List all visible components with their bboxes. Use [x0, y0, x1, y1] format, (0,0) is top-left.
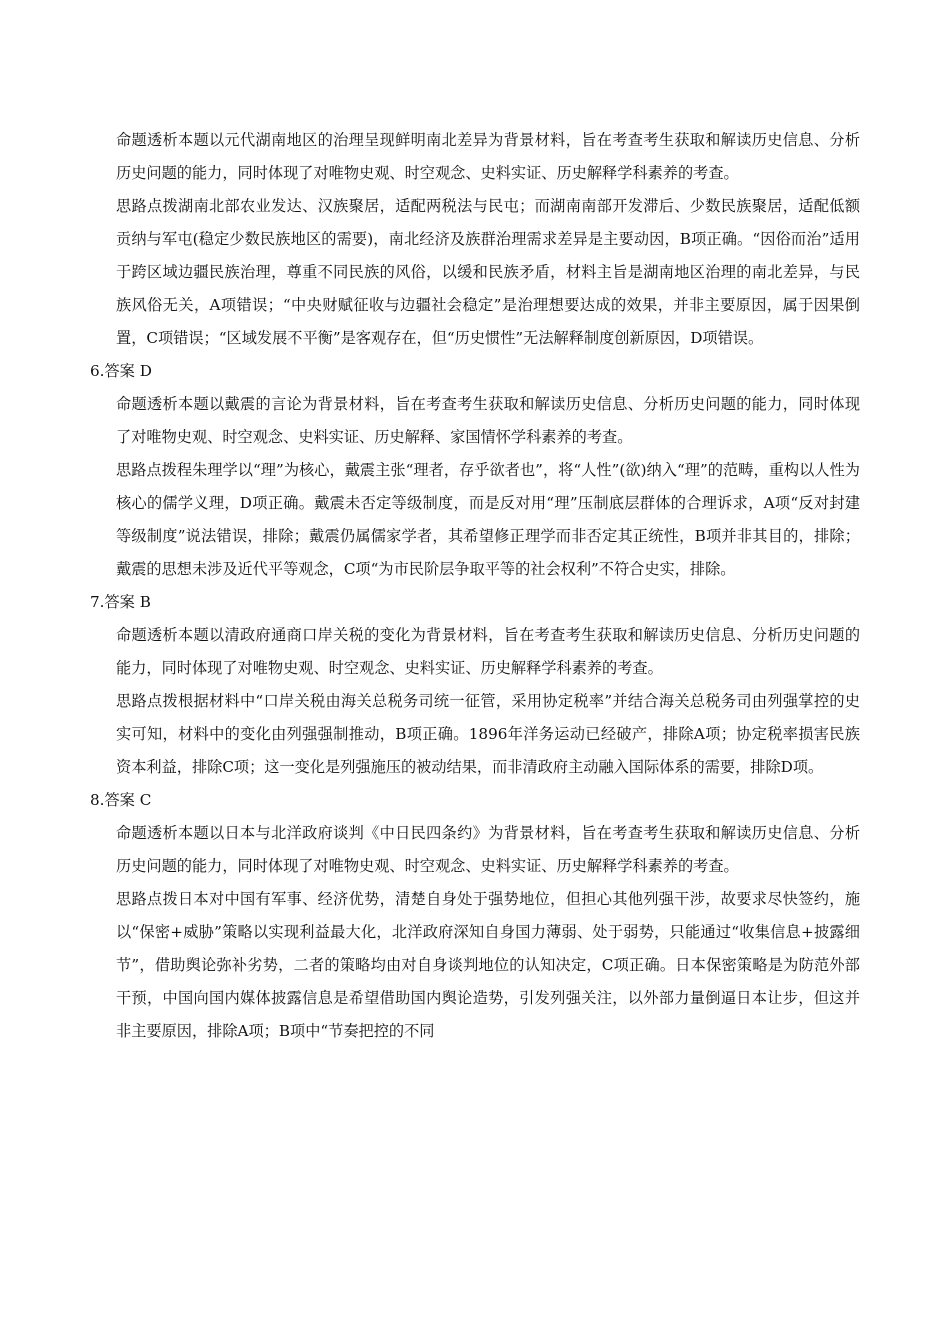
answer-explanations	[90, 124, 860, 1048]
question6-analysis-paragraph: 命题透析本题以戴震的言论为背景材料，旨在考查考生获取和解读历史信息、分析历史问题的能力，同时体现了对唯物史观、时空观念、史料实证、历史解释、家国情怀学科素养的考查。	[116, 395, 860, 446]
question7-analysis-paragraph: 命题透析本题以清政府通商口岸关税的变化为背景材料，旨在考查考生获取和解读历史信息、分析历史问题的能力，同时体现了对唯物史观、时空观念、史料实证、历史解释学科素养的考查。	[116, 626, 860, 677]
question8-answer-heading: 8.答案 C	[90, 791, 152, 809]
question5-analysis-paragraph: 命题透析本题以元代湖南地区的治理呈现鲜明南北差异为背景材料，旨在考查考生获取和解读历史信息、分析历史问题的能力，同时体现了对唯物史观、时空观念、史料实证、历史解释学科素养的考查。	[116, 131, 860, 182]
question7-answer-heading: 7.答案 B	[90, 593, 151, 611]
question6-answer-heading: 6.答案 D	[90, 362, 152, 380]
question6-reasoning-paragraph: 思路点拨程朱理学以“理”为核心，戴震主张“理者，存乎欲者也”，将“人性”(欲)纳入“理”的范畴，重构以人性为核心的儒学义理，D项正确。戴震未否定等级制度，而是反对用“理”压制底层群体的合理诉求，A项“反对封建等级制度”说法错误，排除；戴震仍属儒家学者，其希望修正理学而非否定其正统性，B项并非其目的，排除；戴震的思想未涉及近代平等观念，C项“为市民阶层争取平等的社会权利”不符合史实，排除。	[116, 461, 860, 578]
question8-reasoning-paragraph: 思路点拨日本对中国有军事、经济优势，清楚自身处于强势地位，但担心其他列强干涉，故要求尽快签约，施以“保密+威胁”策略以实现利益最大化，北洋政府深知自身国力薄弱、处于弱势，只能通过“收集信息+披露细节”，借助舆论弥补劣势，二者的策略均由对自身谈判地位的认知决定，C项正确。日本保密策略是为防范外部干预，中国向国内媒体披露信息是希望借助国内舆论造势，引发列强关注，以外部力量倒逼日本让步，但这并非主要原因，排除A项；B项中“节奏把控的不同	[116, 890, 860, 1040]
question5-reasoning-paragraph: 思路点拨湖南北部农业发达、汉族聚居，适配两税法与民屯；而湖南南部开发滞后、少数民族聚居，适配低额贡纳与军屯(稳定少数民族地区的需要)，南北经济及族群治理需求差异是主要动因，B项正确。“因俗而治”适用于跨区域边疆民族治理，尊重不同民族的风俗，以缓和民族矛盾，材料主旨是湖南地区治理的南北差异，与民族风俗无关，A项错误；“中央财赋征收与边疆社会稳定”是治理想要达成的效果，并非主要原因，属于因果倒置，C项错误；“区域发展不平衡”是客观存在，但“历史惯性”无法解释制度创新原因，D项错误。	[116, 197, 860, 347]
question8-analysis-paragraph: 命题透析本题以日本与北洋政府谈判《中日民四条约》为背景材料，旨在考查考生获取和解读历史信息、分析历史问题的能力，同时体现了对唯物史观、时空观念、史料实证、历史解释学科素养的考查。	[116, 824, 860, 875]
question7-reasoning-paragraph: 思路点拨根据材料中“口岸关税由海关总税务司统一征管，采用协定税率”并结合海关总税务司由列强掌控的史实可知，材料中的变化由列强强制推动，B项正确。1896年洋务运动已经破产，排除A项；协定税率损害民族资本利益，排除C项；这一变化是列强施压的被动结果，而非清政府主动融入国际体系的需要，排除D项。	[116, 692, 860, 776]
